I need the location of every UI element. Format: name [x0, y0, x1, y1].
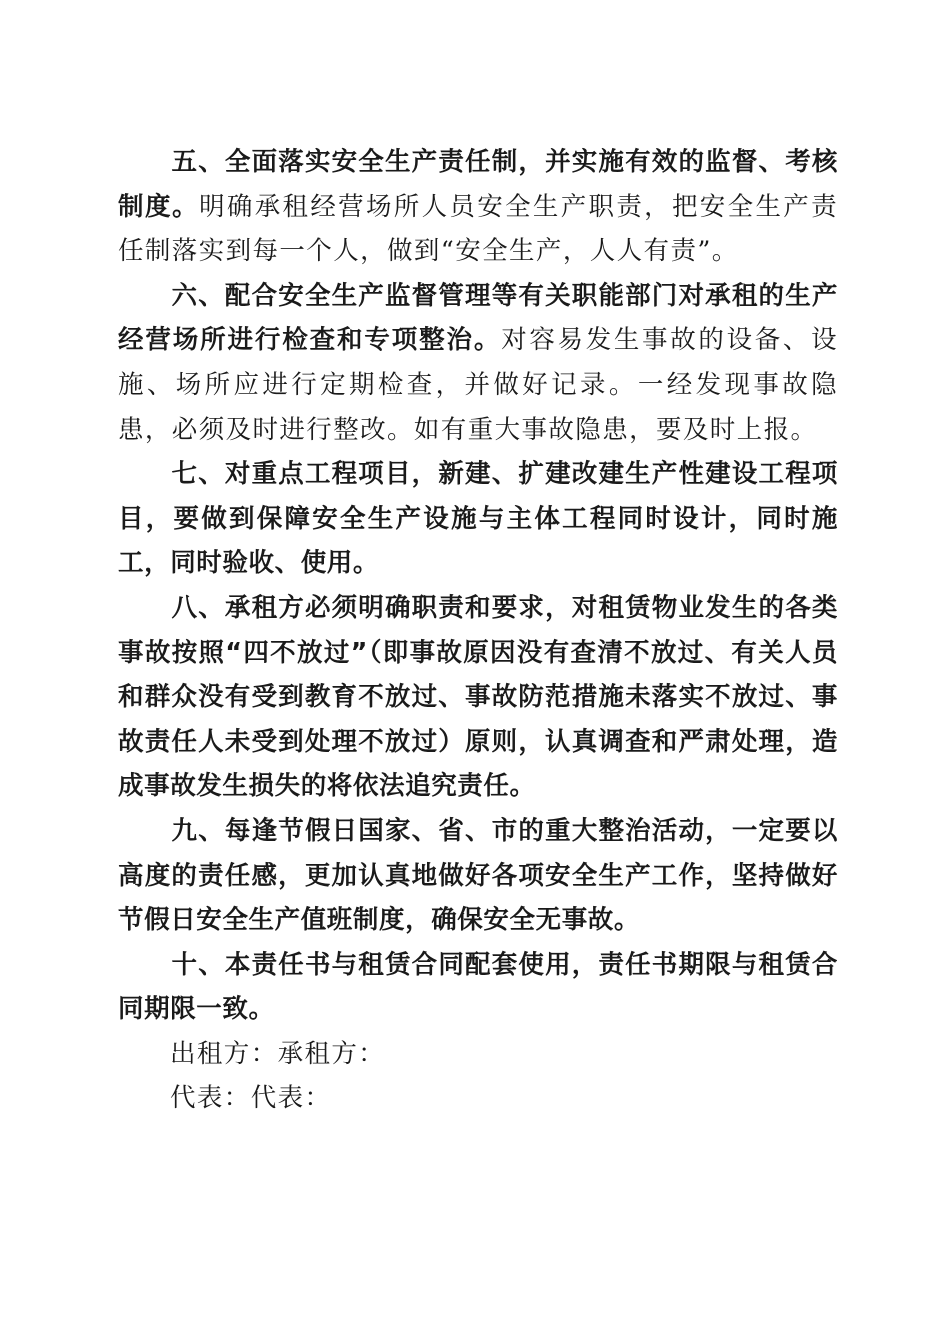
clause-9	[118, 809, 838, 943]
signature-representatives: 代表：代表：	[170, 1083, 332, 1114]
clause-6-body: 对容易发生事故的设备、设施、场所应进行定期检查，并做好记录。一经发现事故隐患，必须及时进行整改。如有重大事故隐患，要及时上报。	[118, 325, 838, 445]
clause-5	[118, 140, 838, 274]
clause-7	[118, 452, 838, 586]
clause-9-text: 九、每逢节假日国家、省、市的重大整治活动，一定要以高度的责任感，更加认真地做好各项安全生产工作，坚持做好节假日安全生产值班制度，确保安全无事故。	[118, 815, 838, 936]
clause-10	[118, 943, 838, 1032]
clause-8-text: 八、承租方必须明确职责和要求，对租赁物业发生的各类事故按照“四不放过”（即事故原因没有查清不放过、有关人员和群众没有受到教育不放过、事故防范措施未落实不放过、事故责任人未受到处理不放过）原则，认真调查和严肃处理，造成事故发生损失的将依法追究责任。	[118, 592, 838, 802]
clause-7-text: 七、对重点工程项目，新建、扩建改建生产性建设工程项目，要做到保障安全生产设施与主体工程同时设计，同时施工，同时验收、使用。	[118, 459, 838, 579]
clause-6	[118, 274, 838, 452]
clause-8	[118, 586, 838, 809]
clause-5-heading: 五、全面落实安全生产责任制，并实施有效的监督、考核制度。	[118, 147, 838, 222]
clause-5-body: 明确承租经营场所人员安全生产职责，把安全生产责任制落实到每一个人，做到“安全生产，人人有责”。	[118, 191, 838, 267]
clause-10-text: 十、本责任书与租赁合同配套使用，责任书期限与租赁合同期限一致。	[118, 949, 838, 1025]
document-page	[118, 140, 838, 1121]
signature-parties: 出租方：承租方：	[170, 1038, 386, 1069]
clause-6-heading: 六、配合安全生产监督管理等有关职能部门对承租的生产经营场所进行检查和专项整治。	[118, 280, 838, 356]
